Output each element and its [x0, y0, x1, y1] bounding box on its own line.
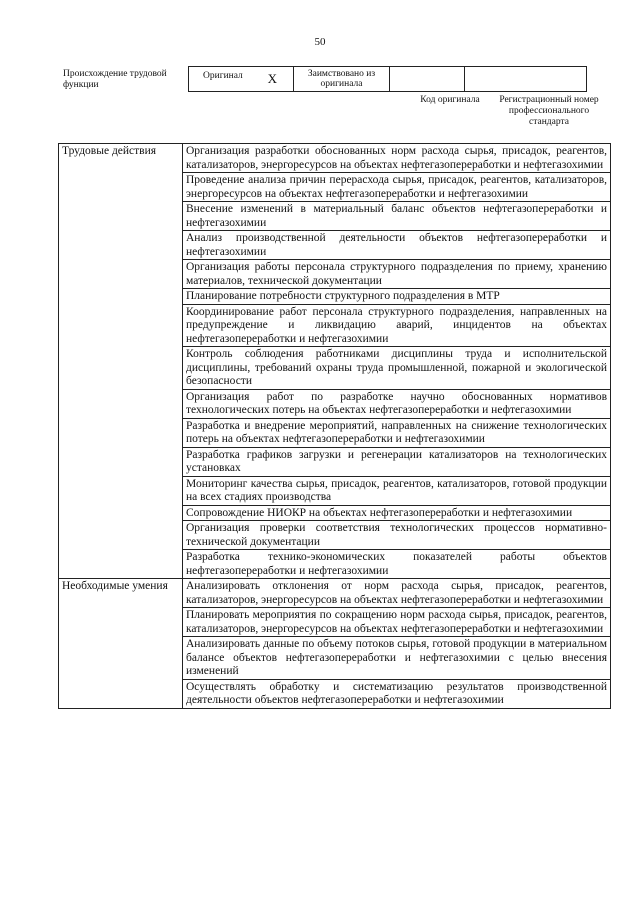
- function-table-body: [59, 144, 611, 709]
- section-item: Разработка и внедрение мероприятий, направленных на снижение технологических потерь на объектах нефтегазопереработки и нефтегазохимии: [183, 418, 611, 447]
- original-mark: X: [267, 71, 277, 86]
- section-item: Организация работы персонала структурного подразделения по приему, хранению материалов, технической документации: [183, 260, 611, 289]
- section-item: Осуществлять обработку и систематизацию результатов производственной деятельности объектов нефтегазопереработки и нефтегазохимии: [183, 679, 611, 708]
- section-item: Координирование работ персонала структурного подразделения, направленных на предупреждение и ликвидацию аварий, инцидентов на объектах нефтегазопереработки и нефтегазохимии: [183, 304, 611, 347]
- registration-caption: Регистрационный номер профессионального стандарта: [499, 95, 599, 127]
- borrowed-cell: Заимствовано из оригинала: [294, 67, 390, 92]
- section-item: Планировать мероприятия по сокращению норм расхода сырья, присадок, реагентов, катализаторов, энергоресурсов на объектах нефтегазопереработки и нефтегазохимии: [183, 608, 611, 637]
- table-row: [59, 144, 611, 173]
- section-item: Мониторинг качества сырья, присадок, реагентов, катализаторов, готовой продукции на всех стадиях производства: [183, 476, 611, 505]
- section-item: Внесение изменений в материальный баланс объектов нефтегазопереработки и нефтегазохимии: [183, 202, 611, 231]
- section-title: Необходимые умения: [59, 579, 183, 709]
- section-item: Разработка графиков загрузки и регенерации катализаторов на технологических установках: [183, 447, 611, 476]
- table-row: [59, 579, 611, 608]
- section-item: Проведение анализа причин перерасхода сырья, присадок, реагентов, катализаторов, энергоресурсов на объектах нефтегазопереработки и нефтегазохимии: [183, 173, 611, 202]
- section-item: Анализ производственной деятельности объектов нефтегазопереработки и нефтегазохимии: [183, 231, 611, 260]
- page-number: 50: [314, 36, 326, 48]
- section-item: Организация работ по разработке научно обоснованных нормативов технологических потерь на объектах нефтегазопереработки и нефтегазохимии: [183, 389, 611, 418]
- section-item: Анализировать данные по объему потоков сырья, готовой продукции в материальном балансе объектов нефтегазопереработки и нефтегазохимии с целью внесения изменений: [183, 637, 611, 680]
- registration-cell: [465, 67, 587, 92]
- section-title: Трудовые действия: [59, 144, 183, 579]
- original-cell: [189, 67, 294, 92]
- function-table: [58, 143, 611, 709]
- section-item: Разработка технико-экономических показателей работы объектов нефтегазопереработки и нефтегазохимии: [183, 550, 611, 579]
- code-caption: Код оригинала: [420, 95, 480, 105]
- section-item: Планирование потребности структурного подразделения в МТР: [183, 289, 611, 305]
- origin-table: [188, 66, 587, 92]
- section-item: Организация проверки соответствия технологических процессов нормативно-технической документации: [183, 521, 611, 550]
- section-item: Сопровождение НИОКР на объектах нефтегазопереработки и нефтегазохимии: [183, 505, 611, 521]
- origin-label: Происхождение трудовой функции: [63, 69, 167, 90]
- section-item: Организация разработки обоснованных норм расхода сырья, присадок, реагентов, катализаторов, энергоресурсов на объектах нефтегазопереработки и нефтегазохимии: [183, 144, 611, 173]
- section-item: Анализировать отклонения от норм расхода сырья, присадок, реагентов, катализаторов, энергоресурсов на объектах нефтегазопереработки и нефтегазохимии: [183, 579, 611, 608]
- code-cell: [390, 67, 465, 92]
- section-item: Контроль соблюдения работниками дисциплины труда и исполнительской дисциплины, требований охраны труда промышленной, пожарной и экологической безопасности: [183, 347, 611, 390]
- original-label: Оригинал: [203, 71, 243, 81]
